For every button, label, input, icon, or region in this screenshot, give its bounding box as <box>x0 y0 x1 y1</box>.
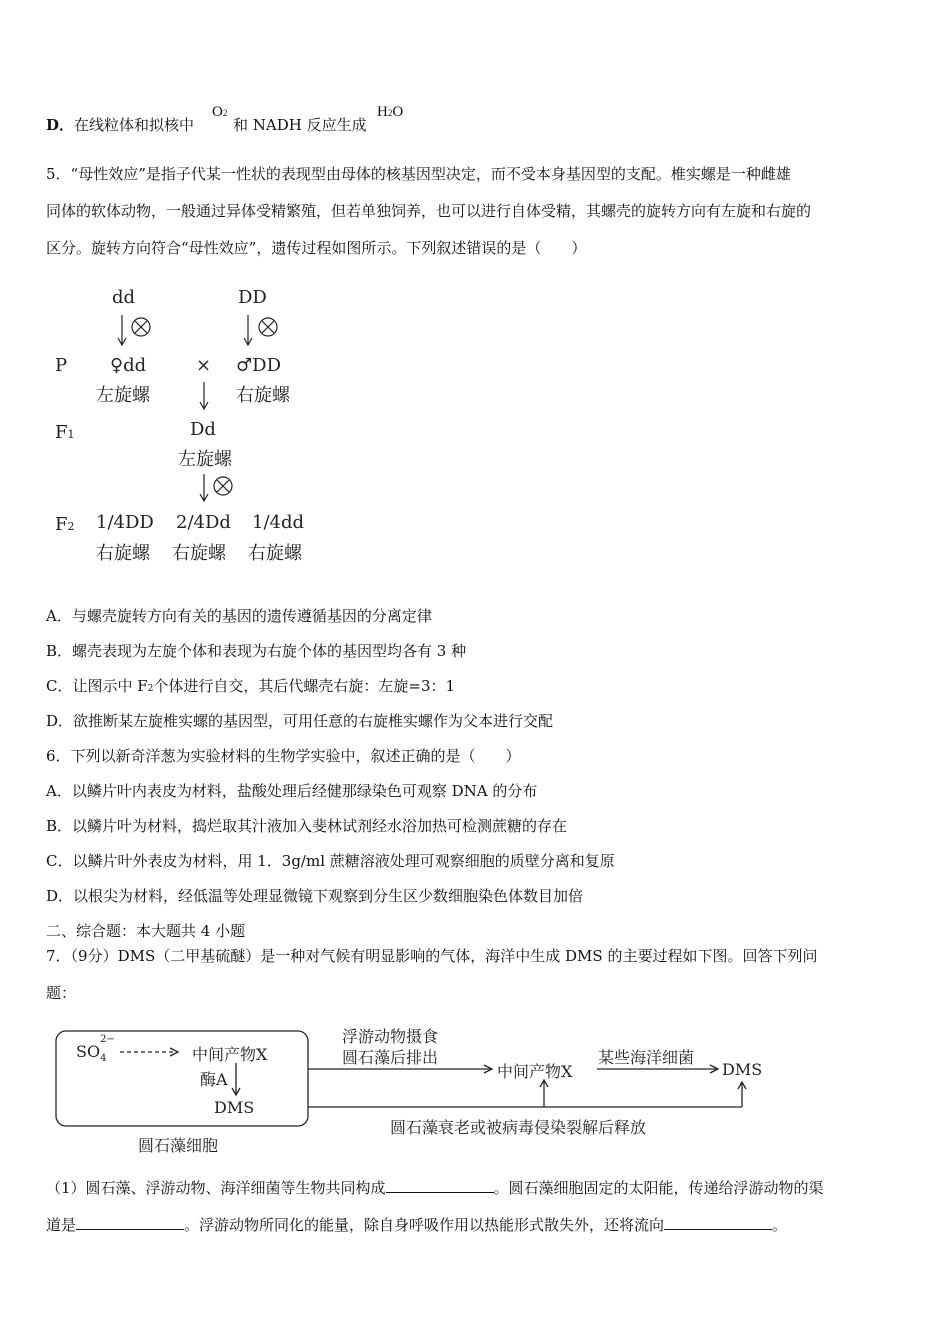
q5-option-d: D．欲推断某左旋椎实螺的基因型，可用任意的右旋椎实螺作为父本进行交配 <box>46 712 554 730</box>
option-text: 在线粒体和拟核中 <box>74 116 195 134</box>
p-generation-label: P <box>55 355 68 376</box>
q6-option-a: A．以鳞片叶内表皮为材料，盐酸处理后经健那绿染色可观察 DNA 的分布 <box>46 782 538 800</box>
sulfate-ion <box>76 1034 115 1064</box>
zooplankton-label-1: 浮游动物摄食 <box>342 1027 439 1046</box>
f2-phenotype-1: 右旋螺 <box>96 543 150 564</box>
generation-letter: F <box>55 514 68 535</box>
f2-genotype-1: 1/4DD <box>96 512 154 533</box>
section-heading: 二、综合题：本大题共 4 小题 <box>46 922 246 940</box>
f2-phenotype-2: 右旋螺 <box>172 543 226 564</box>
question-text: 。圆石藻细胞固定的太阳能，传递给浮游动物的渠 <box>493 1179 824 1197</box>
right-phenotype: 右旋螺 <box>236 385 290 406</box>
ion-letters: SO <box>76 1042 101 1061</box>
marine-bacteria-label: 某些海洋细菌 <box>598 1048 695 1067</box>
q5-stem-line: 区分。旋转方向符合“母性效应”，遗传过程如图所示。下列叙述错误的是（ ） <box>46 239 587 257</box>
q6-stem: 6．下列以新奇洋葱为实验材料的生物学实验中，叙述正确的是（ ） <box>46 747 521 765</box>
q5-stem-line: 同体的软体动物，一般通过异体受精繁殖，但若单独饲养，也可以进行自体受精，其螺壳的旋转方向有左旋和右旋的 <box>46 202 812 220</box>
female-parent: ♀dd <box>110 355 147 376</box>
formula-letter: O <box>392 104 404 120</box>
f2-genotype-3: 1/4dd <box>252 512 305 533</box>
generation-subscript: 1 <box>67 428 75 441</box>
lysis-release-label: 圆石藻衰老或被病毒侵染裂解后释放 <box>390 1118 647 1137</box>
f2-genotype-2: 2/4Dd <box>176 512 231 533</box>
q5-stem-line: 5．“母性效应”是指子代某一性状的表现型由母体的核基因型决定，而不受本身基因型的支配。椎实螺是一种雌雄 <box>46 165 791 183</box>
answer-blank[interactable] <box>664 1215 772 1230</box>
generation-letter: F <box>55 422 68 443</box>
f1-genotype: Dd <box>190 419 216 440</box>
ion-subscript: 4 <box>100 1053 107 1064</box>
f1-phenotype: 左旋螺 <box>178 449 232 470</box>
answer-blank[interactable] <box>386 1178 494 1193</box>
top-left-genotype: dd <box>112 287 136 308</box>
generation-subscript: 2 <box>67 520 75 533</box>
q6-option-b: B．以鳞片叶为材料，捣烂取其汁液加入斐林试剂经水浴加热可检测蔗糖的存在 <box>46 817 568 835</box>
formula-letter: O <box>212 104 223 120</box>
f2-phenotype-3: 右旋螺 <box>248 543 302 564</box>
q5-option-a: A．与螺壳旋转方向有关的基因的遗传遵循基因的分离定律 <box>46 607 432 625</box>
question-text: 。 <box>772 1216 788 1234</box>
zooplankton-label-2: 圆石藻后排出 <box>342 1048 439 1067</box>
question-text: （1）圆石藻、浮游动物、海洋细菌等生物共同构成 <box>46 1179 386 1197</box>
option-text: C．让图示中 F <box>46 677 148 695</box>
formula-letter: H <box>377 104 388 120</box>
answer-blank[interactable] <box>76 1215 184 1230</box>
q5-option-b: B．螺壳表现为左旋个体和表现为右旋个体的基因型均各有 3 种 <box>46 642 467 660</box>
ion-charge: 2− <box>100 1034 115 1045</box>
top-right-genotype: DD <box>238 287 267 308</box>
coccolithophore-cell-label: 圆石藻细胞 <box>138 1136 219 1155</box>
subscript: 2 <box>147 684 154 694</box>
option-text: 个体进行自交，其后代螺壳右旋：左旋=3：1 <box>153 677 456 695</box>
q6-option-c: C．以鳞片叶外表皮为材料，用 1．3g/ml 蔗糖溶液处理可观察细胞的质壁分离和复原 <box>46 852 615 870</box>
intermediate-x-outer: 中间产物X <box>497 1062 573 1081</box>
q7-sub1-line1 <box>46 1178 824 1198</box>
enzyme-a: 酶A <box>200 1070 228 1089</box>
male-parent: ♂DD <box>236 355 281 376</box>
left-phenotype: 左旋螺 <box>96 385 150 406</box>
option-label: D． <box>46 116 75 134</box>
q7-sub1-line2 <box>46 1215 787 1235</box>
q7-stem-line: 题： <box>46 984 77 1002</box>
q7-stem-line: 7．（9分）DMS（二甲基硫醚）是一种对气候有明显影响的气体，海洋中生成 DMS 的主要过程如下图。回答下列问 <box>46 947 818 965</box>
q6-option-d: D．以根尖为材料，经低温等处理显微镜下观察到分生区少数细胞染色体数目加倍 <box>46 887 584 905</box>
dms-inner: DMS <box>214 1098 255 1117</box>
cross-symbol: × <box>196 355 212 376</box>
question-text: 道是 <box>46 1216 77 1234</box>
question-text: 。浮游动物所同化的能量，除自身呼吸作用以热能形式散失外，还将流向 <box>184 1216 665 1234</box>
formula-subscript: 2 <box>222 108 228 118</box>
dms-outer: DMS <box>722 1060 763 1079</box>
formula-subscript: 2 <box>387 108 393 118</box>
intermediate-x-inner: 中间产物X <box>192 1045 268 1064</box>
option-text: 和 NADH 反应生成 <box>233 116 367 134</box>
